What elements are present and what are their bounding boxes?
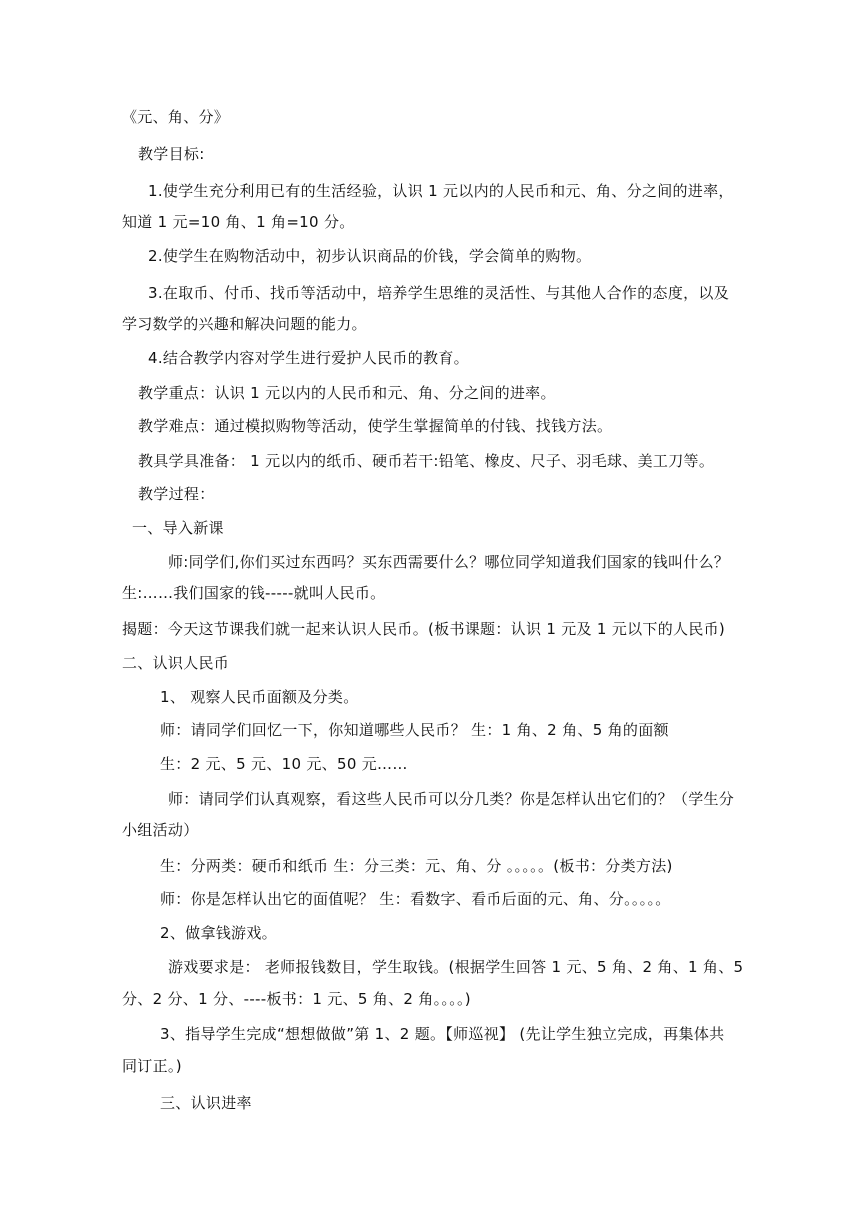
goal-3-line-2: 学习数学的兴趣和解决问题的能力。 (122, 315, 367, 333)
section-2-item-1: 1、 观察人民币面额及分类。 (160, 688, 359, 706)
materials: 教具学具准备： 1 元以内的纸币、硬币若干:铅笔、橡皮、尺子、羽毛球、美工刀等。 (138, 452, 715, 470)
section-1-student: 生:……我们国家的钱-----就叫人民币。 (122, 584, 386, 602)
document-title: 《元、角、分》 (122, 108, 230, 126)
section-2-student-2: 生：分两类：硬币和纸币 生：分三类：元、角、分 。。。。。(板书：分类方法) (160, 857, 673, 875)
difficulty: 教学难点：通过模拟购物等活动，使学生掌握简单的付钱、找钱方法。 (138, 417, 613, 435)
goal-1-line-2: 知道 1 元=10 角、1 角=10 分。 (122, 213, 355, 231)
section-2-item-3-line-2: 同订正。) (122, 1057, 182, 1075)
goals-heading: 教学目标: (138, 145, 205, 163)
section-2-item-2: 2、做拿钱游戏。 (160, 924, 277, 942)
section-1-heading: 一、导入新课 (132, 519, 224, 537)
section-2-item-3-line-1: 3、指导学生完成“想想做做”第 1、2 题。【师巡视】 (先让学生独立完成，再集体共 (160, 1025, 725, 1043)
section-2-teacher-2-line-1: 师：请同学们认真观察，看这些人民币可以分几类？你是怎样认出它们的？（学生分 (168, 790, 735, 808)
process-heading: 教学过程： (138, 485, 215, 503)
key-point: 教学重点：认识 1 元以内的人民币和元、角、分之间的进率。 (138, 384, 556, 402)
goal-1-line-1: 1.使学生充分利用已有的生活经验，认识 1 元以内的人民币和元、角、分之间的进率， (148, 182, 734, 200)
section-2-game-line-1: 游戏要求是： 老师报钱数目，学生取钱。(根据学生回答 1 元、5 角、2 角、1 角、5 (168, 958, 744, 976)
section-2-teacher-3: 师：你是怎样认出它的面值呢？ 生：看数字、看币后面的元、角、分。。。。。 (160, 890, 671, 908)
section-2-game-line-2: 分、2 分、1 分、----板书：1 元、5 角、2 角。。。。) (122, 990, 471, 1008)
section-2-student-1: 生：2 元、5 元、10 元、50 元…… (160, 755, 408, 773)
section-2-teacher-1: 师：请同学们回忆一下，你知道哪些人民币？ 生：1 角、2 角、5 角的面额 (160, 721, 669, 739)
goal-4: 4.结合教学内容对学生进行爱护人民币的教育。 (148, 349, 469, 367)
section-2-heading: 二、认识人民币 (122, 654, 230, 672)
section-2-teacher-2-line-2: 小组活动） (122, 821, 199, 839)
goal-2: 2.使学生在购物活动中，初步认识商品的价钱，学会简单的购物。 (148, 247, 592, 265)
section-1-reveal: 揭题：今天这节课我们就一起来认识人民币。(板书课题：认识 1 元及 1 元以下的人民币) (122, 620, 726, 638)
section-1-teacher: 师:同学们,你们买过东西吗？买东西需要什么？哪位同学知道我们国家的钱叫什么？ (168, 553, 730, 571)
section-3-heading: 三、认识进率 (160, 1094, 252, 1112)
goal-3-line-1: 3.在取币、付币、找币等活动中，培养学生思维的灵活性、与其他人合作的态度，以及 (148, 284, 730, 302)
